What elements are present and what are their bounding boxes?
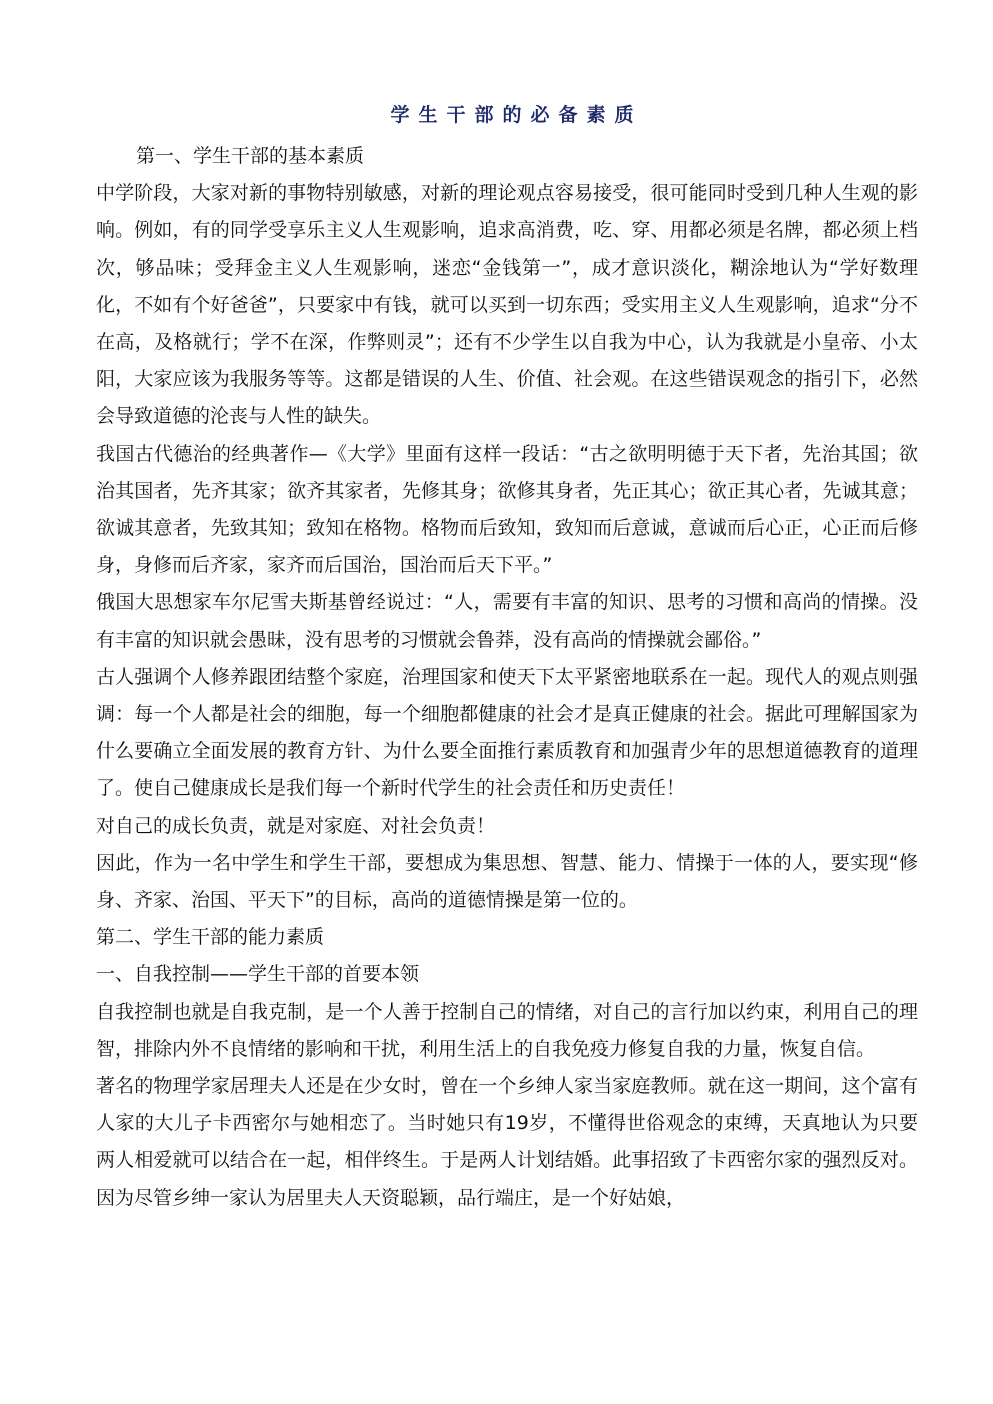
section-heading-basic-qualities: 第一、学生干部的基本素质 (136, 145, 365, 167)
subsection-heading-self-control: 一、自我控制——学生干部的首要本领 (96, 963, 420, 986)
paragraph: 我国古代德治的经典著作—《大学》里面有这样一段话：“古之欲明明德于天下者，先治其国；欲治其国者，先齐其家；欲齐其家者，先修其身；欲修其身者，先正其心；欲正其心者，先诚其意；欲诚其意者，先致其知；致知在格物。格物而后致知，致知而后意诚，意诚而后心正，心正而后修身，身修而后齐家，家齐而后国治，国治而后天下平。” (96, 442, 918, 577)
paragraph: 古人强调个人修养跟团结整个家庭，治理国家和使天下太平紧密地联系在一起。现代人的观点则强调：每一个人都是社会的细胞，每一个细胞都健康的社会才是真正健康的社会。据此可理解国家为什么要确立全面发展的教育方针、为什么要全面推行素质教育和加强青少年的思想道德教育的道理了。使自己健康成长是我们每一个新时代学生的社会责任和历史责任！ (96, 665, 918, 800)
paragraph: 中学阶段，大家对新的事物特别敏感，对新的理论观点容易接受，很可能同时受到几种人生观的影响。例如，有的同学受享乐主义人生观影响，追求高消费，吃、穿、用都必须是名牌，都必须上档次，够品味；受拜金主义人生观影响，迷恋“金钱第一”，成才意识淡化，糊涂地认为“学好数理化，不如有个好爸爸”，只要家中有钱，就可以买到一切东西；受实用主义人生观影响，追求“分不在高，及格就行；学不在深，作弊则灵”；还有不少学生以自我为中心，认为我就是小皇帝、小太阳，大家应该为我服务等等。这都是错误的人生、价值、社会观。在这些错误观念的指引下，必然会导致道德的沦丧与人性的缺失。 (96, 182, 918, 428)
document-title: 学生干部的必备素质 (390, 104, 643, 126)
paragraph: 因此，作为一名中学生和学生干部，要想成为集思想、智慧、能力、情操于一体的人，要实现“修身、齐家、治国、平天下”的目标，高尚的道德情操是第一位的。 (96, 851, 918, 912)
document-body (96, 138, 918, 1217)
paragraph: 对自己的成长负责，就是对家庭、对社会负责！ (96, 814, 496, 837)
paragraph: 自我控制也就是自我克制，是一个人善于控制自己的情绪，对自己的言行加以约束，利用自己的理智，排除内外不良情绪的影响和干扰，利用生活上的自我免疫力修复自我的力量，恢复自信。 (96, 1000, 918, 1060)
paragraph: 著名的物理学家居理夫人还是在少女时，曾在一个乡绅人家当家庭教师。就在这一期间，这个富有人家的大儿子卡西密尔与她相恋了。当时她只有19岁，不懂得世俗观念的束缚，天真地认为只要两人相爱就可以结合在一起，相伴终生。于是两人计划结婚。此事招致了卡西密尔家的强烈反对。因为尽管乡绅一家认为居里夫人天资聪颖，品行端庄，是一个好姑娘， (96, 1075, 918, 1209)
section-heading-ability-qualities: 第二、学生干部的能力素质 (96, 926, 325, 949)
paragraph: 俄国大思想家车尔尼雪夫斯基曾经说过：“人，需要有丰富的知识、思考的习惯和高尚的情操。没有丰富的知识就会愚昧，没有思考的习惯就会鲁莽，没有高尚的情操就会鄙俗。” (96, 591, 918, 651)
